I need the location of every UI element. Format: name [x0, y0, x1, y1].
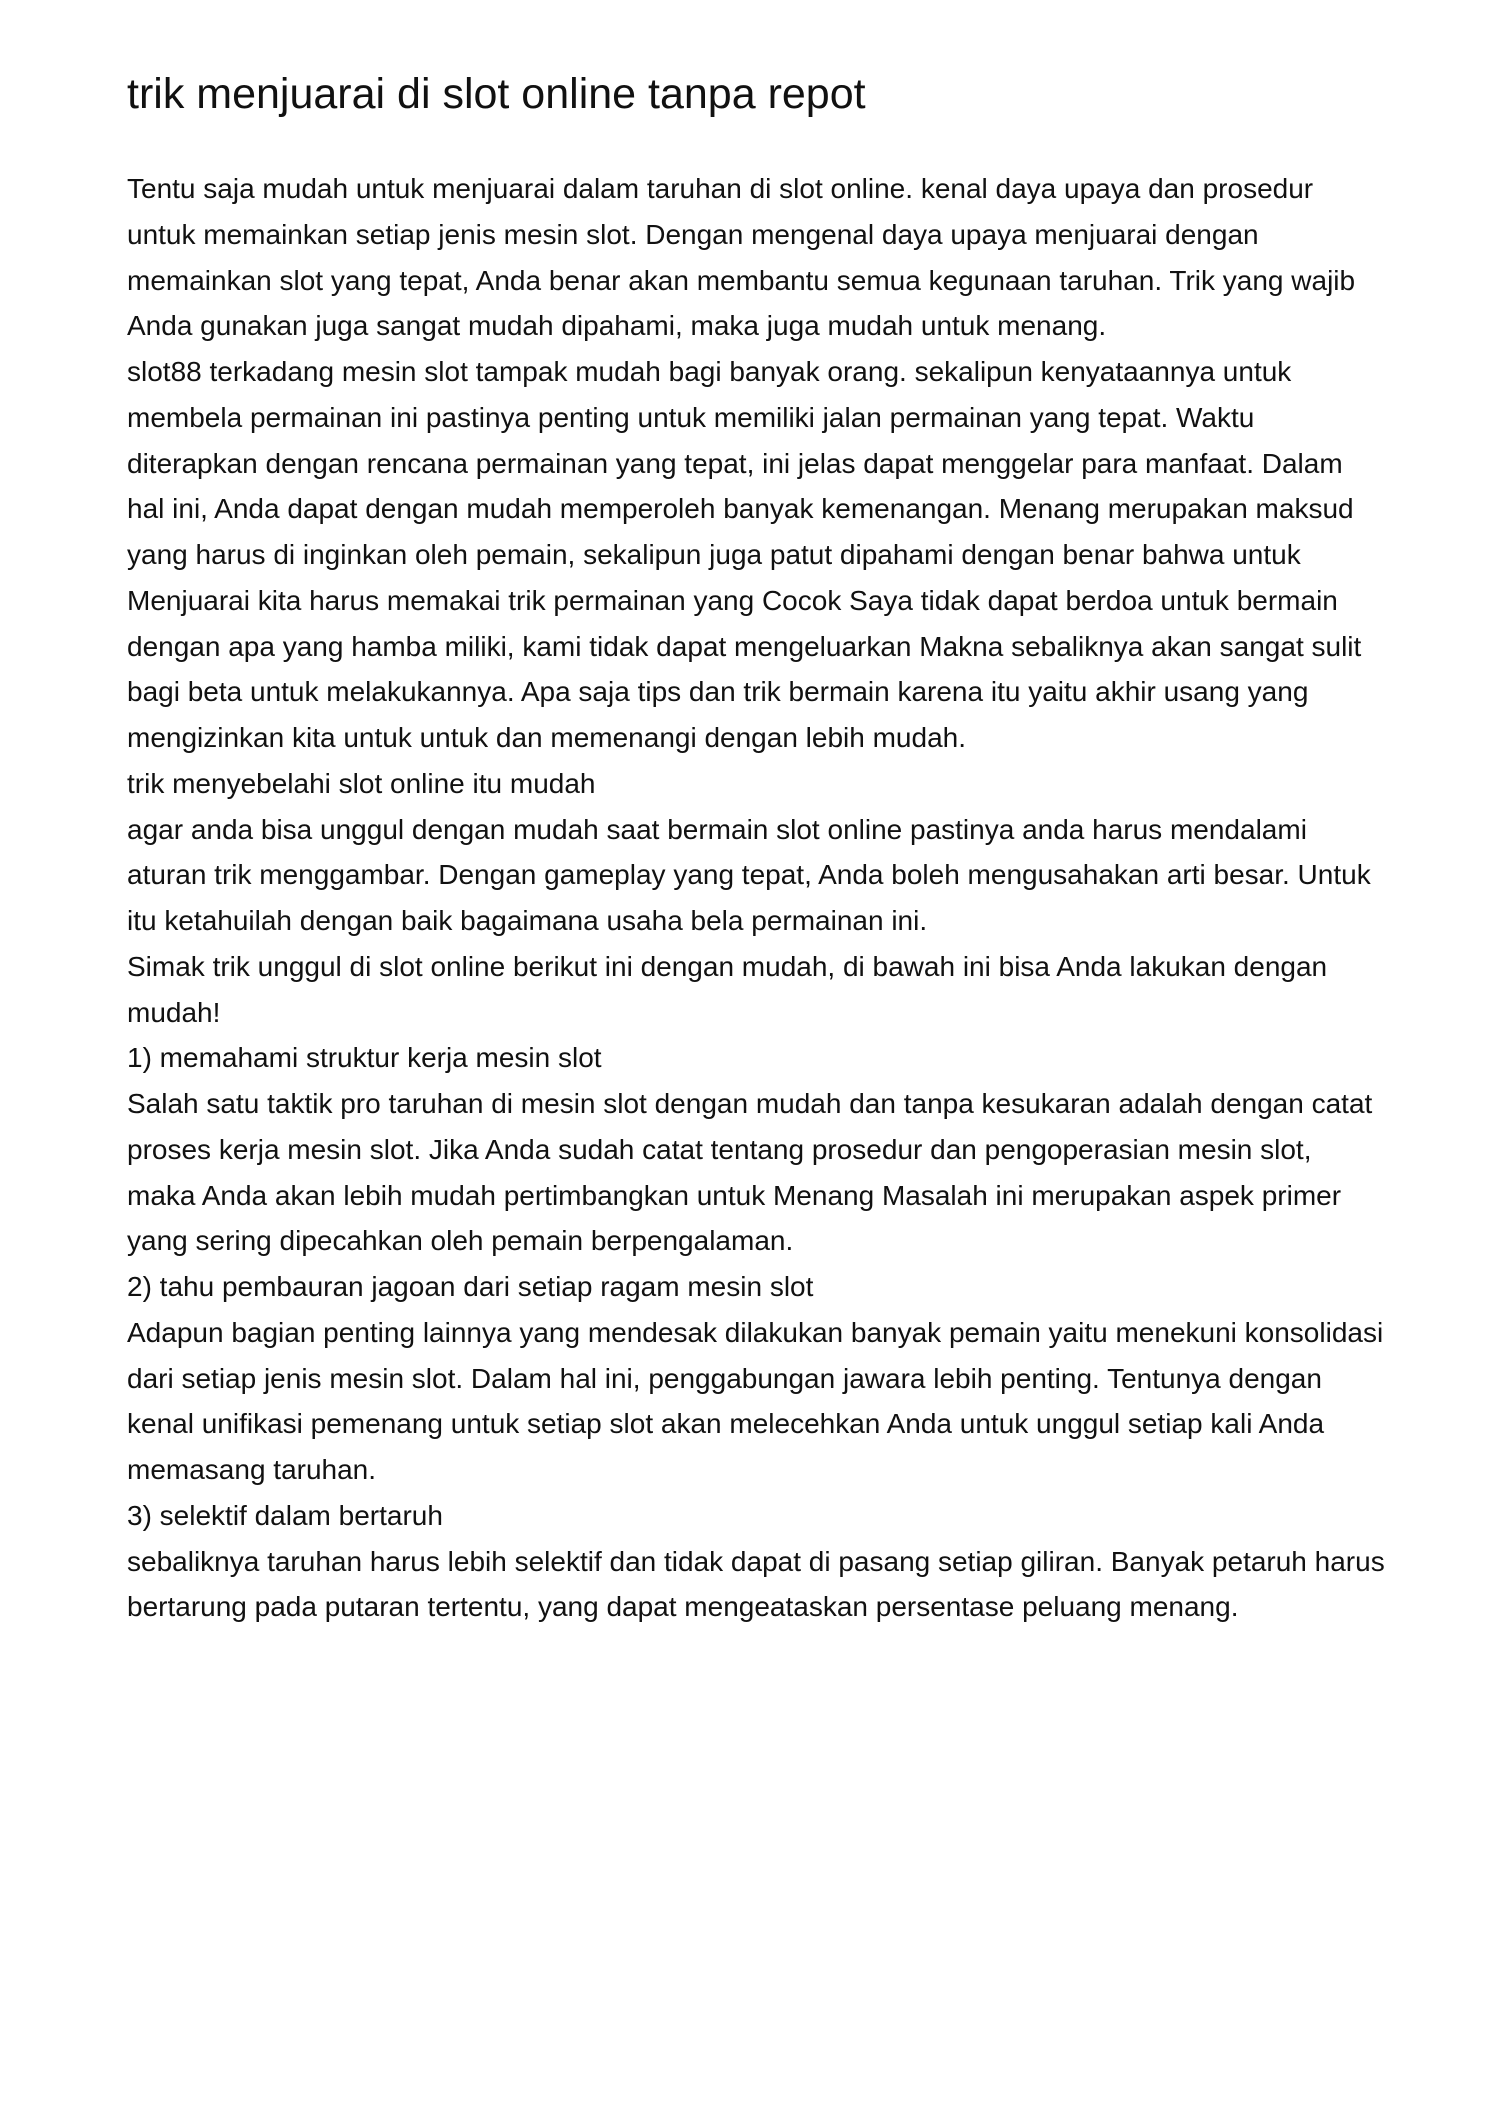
list-heading-1: 1) memahami struktur kerja mesin slot — [127, 1042, 602, 1074]
paragraph-simak: Simak trik unggul di slot online berikut ini dengan mudah, di bawah ini bisa Anda lakukan dengan mudah! — [127, 950, 1328, 1028]
list-heading-2: 2) tahu pembauran jagoan dari setiap ragam mesin slot — [127, 1271, 814, 1302]
paragraph-slot88: slot88 terkadang mesin slot tampak mudah bagi banyak orang. sekalipun kenyataannya untuk membela permainan ini pastinya penting untuk memiliki jalan permainan yang tepat. Waktu diterapkan dengan rencana permainan yang tepat, ini jelas dapat menggelar para manfaat. Dalam hal ini, Anda dapat dengan mudah memperoleh banyak kemenangan. Menang merupakan maksud yang harus di inginkan oleh pemain, sekalipun juga patut dipahami dengan benar bahwa untuk Menjuarai kita harus memakai trik permainan yang Cocok Saya tidak dapat berdoa untuk bermain dengan apa yang hamba miliki, kami tidak dapat mengeluarkan Makna sebaliknya akan sangat sulit bagi beta untuk melakukannya. Apa saja tips dan trik bermain karena itu yaitu akhir usang yang mengizinkan kita untuk untuk dan memenangi dengan lebih mudah. — [127, 356, 1362, 753]
paragraph-point-3: sebaliknya taruhan harus lebih selektif dan tidak dapat di pasang setiap giliran. Banyak petaruh harus bertarung pada putaran tertentu, yang dapat mengeataskan persentase peluang menang. — [127, 1545, 1385, 1623]
list-heading-3: 3) selektif dalam bertaruh — [127, 1499, 443, 1531]
paragraph-unggul: agar anda bisa unggul dengan mudah saat bermain slot online pastinya anda harus mendalami aturan trik menggambar. Dengan gameplay yang tepat, Anda boleh mengusahakan arti besar. Untuk itu ketahuilah dengan baik bagaimana usaha bela permainan ini. — [127, 813, 1371, 936]
document-body — [127, 166, 1387, 1630]
document-title: trik menjuarai di slot online tanpa repot — [127, 70, 866, 118]
paragraph-point-2: Adapun bagian penting lainnya yang mendesak dilakukan banyak pemain yaitu menekuni konsolidasi dari setiap jenis mesin slot. Dalam hal ini, penggabungan jawara lebih penting. Tentunya dengan kenal unifikasi pemenang untuk setiap slot akan melecehkan Anda untuk unggul setiap kali Anda memasang taruhan. — [127, 1316, 1384, 1485]
paragraph-point-1: Salah satu taktik pro taruhan di mesin slot dengan mudah dan tanpa kesukaran adalah dengan catat proses kerja mesin slot. Jika Anda sudah catat tentang prosedur dan pengoperasian mesin slot, maka Anda akan lebih mudah pertimbangkan untuk Menang Masalah ini merupakan aspek primer yang sering dipecahkan oleh pemain berpengalaman. — [127, 1088, 1373, 1257]
subheading-trik: trik menyebelahi slot online itu mudah — [127, 767, 596, 799]
paragraph-intro: Tentu saja mudah untuk menjuarai dalam taruhan di slot online. kenal daya upaya dan prosedur untuk memainkan setiap jenis mesin slot. Dengan mengenal daya upaya menjuarai dengan memainkan slot yang tepat, Anda benar akan membantu semua kegunaan taruhan. Trik yang wajib Anda gunakan juga sangat mudah dipahami, maka juga mudah untuk menang. — [127, 173, 1356, 342]
